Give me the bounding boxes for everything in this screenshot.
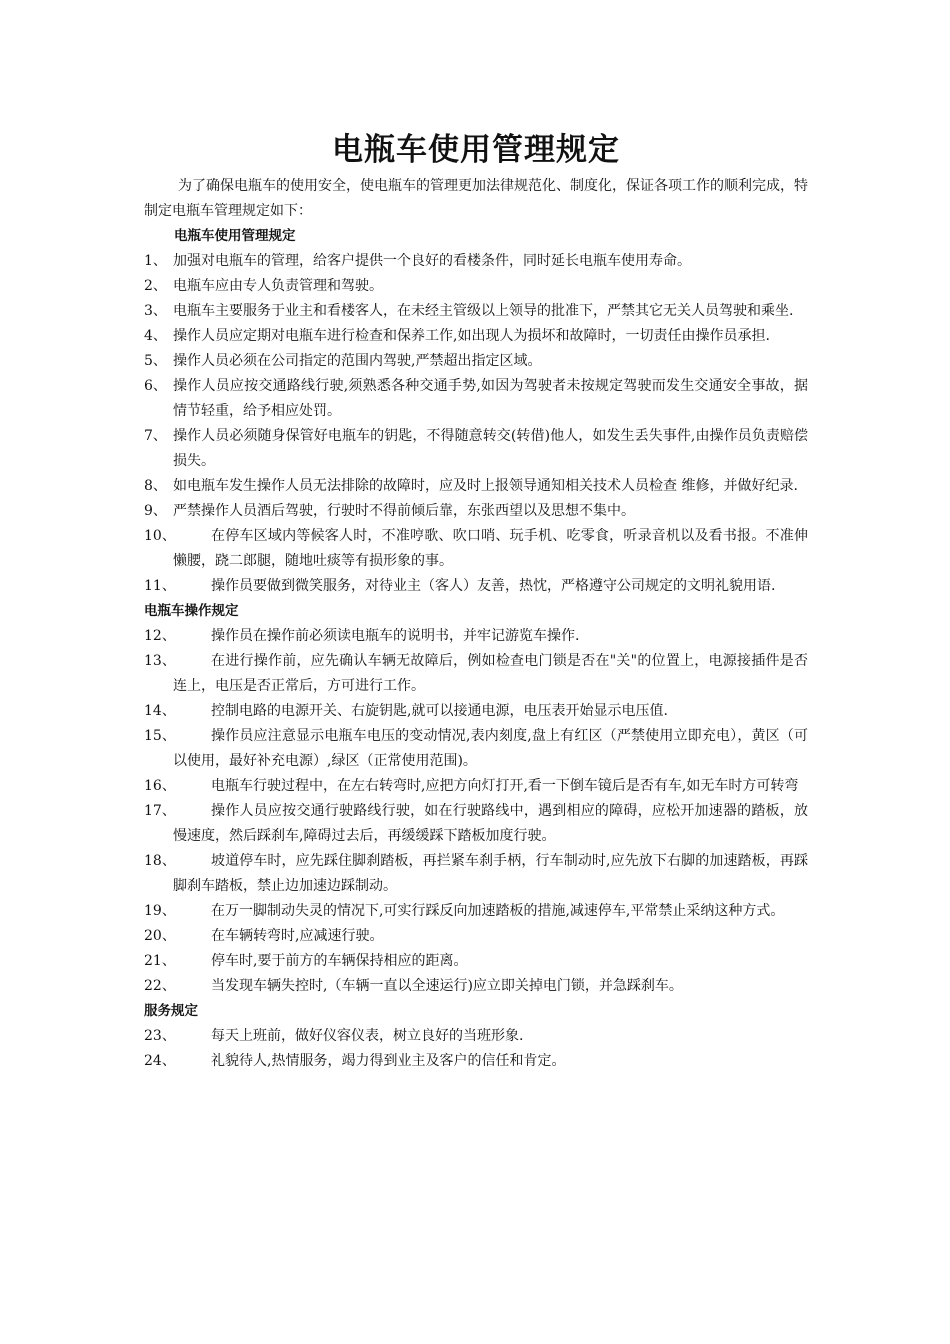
item-text: 操作人员必须随身保管好电瓶车的钥匙，不得随意转交(转借)他人，如发生丢失事件,由操作员负责赔偿损失。 xyxy=(173,428,808,469)
item-text: 操作人员必须在公司指定的范围内驾驶,严禁超出指定区域。 xyxy=(173,353,542,369)
list-item xyxy=(144,774,808,799)
intro-paragraph: 为了确保电瓶车的使用安全，使电瓶车的管理更加法律规范化、制度化，保证各项工作的顺利完成，特制定电瓶车管理规定如下： xyxy=(144,178,808,219)
item-text: 在车辆转弯时,应减速行驶。 xyxy=(211,928,384,944)
item-text: 电瓶车行驶过程中，在左右转弯时,应把方向灯打开,看一下倒车镜后是否有车,如无车时方可转弯 xyxy=(211,778,799,794)
item-number: 19、 xyxy=(144,903,176,919)
item-text: 电瓶车应由专人负责管理和驾驶。 xyxy=(173,278,383,294)
item-text: 操作员应注意显示电瓶车电压的变动情况,表内刻度,盘上有红区（严禁使用立即充电），黄区（可以使用，最好补充电源）,绿区（正常使用范围)。 xyxy=(173,728,808,769)
item-number: 5、 xyxy=(144,353,167,369)
list-item xyxy=(144,249,808,274)
list-item xyxy=(144,299,808,324)
item-number: 11、 xyxy=(144,578,176,594)
list-item xyxy=(144,374,808,424)
item-text: 停车时,要于前方的车辆保持相应的距离。 xyxy=(211,953,468,969)
item-number: 9、 xyxy=(144,503,167,519)
section-usage-list xyxy=(144,249,808,599)
item-text: 如电瓶车发生操作人员无法排除的故障时，应及时上报领导通知相关技术人员检查 维修，并做好纪录. xyxy=(173,478,798,494)
item-number: 7、 xyxy=(144,428,167,444)
list-item xyxy=(144,524,808,574)
item-text: 每天上班前，做好仪容仪表，树立良好的当班形象. xyxy=(211,1028,524,1044)
section-operation-list xyxy=(144,624,808,999)
list-item xyxy=(144,649,808,699)
list-item xyxy=(144,624,808,649)
item-number: 10、 xyxy=(144,528,176,544)
item-text: 在进行操作前，应先确认车辆无故障后，例如检查电门锁是否在"关"的位置上，电源接插件是否连上，电压是否正常后，方可进行工作。 xyxy=(173,653,808,694)
list-item xyxy=(144,1049,808,1074)
list-item xyxy=(144,699,808,724)
list-item xyxy=(144,799,808,849)
list-item xyxy=(144,349,808,374)
item-number: 14、 xyxy=(144,703,176,719)
list-item xyxy=(144,474,808,499)
item-text: 在万一脚制动失灵的情况下,可实行踩反向加速踏板的措施,减速停车,平常禁止采纳这种方式。 xyxy=(211,903,785,919)
list-item xyxy=(144,899,808,924)
list-item xyxy=(144,424,808,474)
item-number: 20、 xyxy=(144,928,176,944)
item-number: 6、 xyxy=(144,378,167,394)
item-text: 礼貌待人,热情服务，竭力得到业主及客户的信任和肯定。 xyxy=(211,1053,566,1069)
list-item xyxy=(144,1024,808,1049)
item-number: 3、 xyxy=(144,303,167,319)
list-item xyxy=(144,324,808,349)
list-item xyxy=(144,974,808,999)
item-number: 22、 xyxy=(144,978,176,994)
list-item xyxy=(144,949,808,974)
item-number: 16、 xyxy=(144,778,176,794)
item-text: 当发现车辆失控时,（车辆一直以全速运行)应立即关掉电门锁，并急踩刹车。 xyxy=(211,978,683,994)
list-item xyxy=(144,574,808,599)
section-heading-usage: 电瓶车使用管理规定 xyxy=(174,228,296,244)
item-number: 8、 xyxy=(144,478,167,494)
item-text: 控制电路的电源开关、右旋钥匙,就可以接通电源，电压表开始显示电压值. xyxy=(211,703,668,719)
item-number: 17、 xyxy=(144,803,176,819)
item-text: 操作员在操作前必须读电瓶车的说明书，并牢记游览车操作. xyxy=(211,628,580,644)
list-item xyxy=(144,724,808,774)
list-item xyxy=(144,849,808,899)
item-text: 电瓶车主要服务于业主和看楼客人，在未经主管级以上领导的批准下，严禁其它无关人员驾驶和乘坐. xyxy=(173,303,794,319)
document-page xyxy=(144,126,808,1074)
item-number: 12、 xyxy=(144,628,176,644)
item-number: 1、 xyxy=(144,253,167,269)
item-number: 21、 xyxy=(144,953,176,969)
list-item xyxy=(144,499,808,524)
item-text: 坡道停车时，应先踩住脚刹踏板，再拦紧车刹手柄，行车制动时,应先放下右脚的加速踏板，再踩脚刹车踏板，禁止边加速边踩制动。 xyxy=(173,853,808,894)
item-number: 18、 xyxy=(144,853,176,869)
section-heading-operation: 电瓶车操作规定 xyxy=(144,603,239,619)
item-number: 23、 xyxy=(144,1028,176,1044)
section-heading-service: 服务规定 xyxy=(144,1003,198,1019)
item-number: 24、 xyxy=(144,1053,176,1069)
section-service-list xyxy=(144,1024,808,1074)
item-number: 4、 xyxy=(144,328,167,344)
item-text: 严禁操作人员酒后驾驶，行驶时不得前倾后靠，东张西望以及思想不集中。 xyxy=(173,503,635,519)
item-number: 13、 xyxy=(144,653,176,669)
item-text: 操作员要做到微笑服务，对待业主（客人）友善，热忱，严格遵守公司规定的文明礼貌用语. xyxy=(211,578,776,594)
item-text: 加强对电瓶车的管理，给客户提供一个良好的看楼条件，同时延长电瓶车使用寿命。 xyxy=(173,253,691,269)
item-text: 操作人员应按交通路线行驶,须熟悉各种交通手势,如因为驾驶者未按规定驾驶而发生交通安全事故，据情节轻重，给予相应处罚。 xyxy=(173,378,808,419)
item-text: 在停车区域内等候客人时，不准哼歌、吹口哨、玩手机、吃零食，听录音机以及看书报。不准伸懒腰，跷二郎腿，随地吐痰等有损形象的事。 xyxy=(173,528,808,569)
list-item xyxy=(144,274,808,299)
item-number: 2、 xyxy=(144,278,167,294)
document-title: 电瓶车使用管理规定 xyxy=(332,132,620,168)
item-text: 操作人员应定期对电瓶车进行检查和保养工作,如出现人为损坏和故障时，一切责任由操作员承担. xyxy=(173,328,770,344)
item-text: 操作人员应按交通行驶路线行驶，如在行驶路线中，遇到相应的障碍，应松开加速器的踏板，放慢速度，然后踩刹车,障碍过去后，再缓缓踩下踏板加度行驶。 xyxy=(173,803,808,844)
list-item xyxy=(144,924,808,949)
item-number: 15、 xyxy=(144,728,176,744)
